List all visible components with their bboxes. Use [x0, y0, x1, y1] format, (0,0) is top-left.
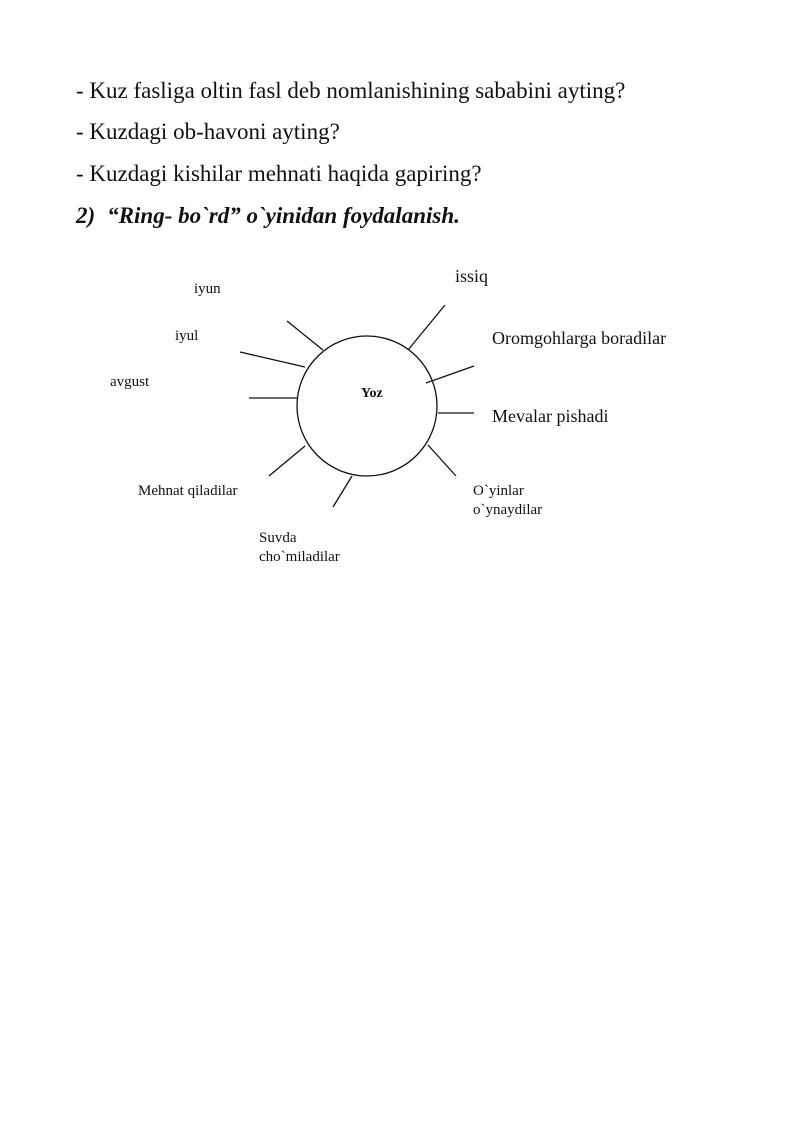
label-avgust: avgust — [110, 374, 150, 390]
spoke-iyul — [240, 352, 305, 367]
label-oyinlar-line-1: O`yinlar — [473, 483, 524, 499]
spoke-oromgoh — [426, 366, 474, 383]
center-label: Yoz — [361, 386, 383, 401]
section-number: 2) — [76, 203, 96, 228]
label-mevalar: Mevalar pishadi — [492, 406, 609, 426]
spoke-oyinlar — [428, 445, 456, 476]
spoke-iyun — [287, 321, 323, 350]
question-2: - Kuzdagi ob-havoni ayting? — [76, 119, 340, 144]
label-issiq: issiq — [455, 266, 489, 286]
label-suvda-line-2: cho`miladilar — [259, 549, 340, 565]
section-title: “Ring- bo`rd” o`yinidan foydalanish. — [107, 203, 460, 228]
question-3: - Kuzdagi kishilar mehnati haqida gapiring? — [76, 161, 482, 186]
label-oyinlar — [473, 482, 542, 520]
label-iyul: iyul — [175, 328, 199, 344]
spoke-suvda — [333, 476, 352, 507]
label-suvda-line-1: Suvda — [259, 530, 297, 546]
spoke-issiq — [408, 305, 445, 350]
label-iyun: iyun — [194, 281, 221, 297]
label-oyinlar-line-2: o`ynaydilar — [473, 502, 543, 518]
center-circle — [297, 336, 437, 476]
question-1: - Kuz fasliga oltin fasl deb nomlanishining sababini ayting? — [76, 78, 626, 103]
spoke-mehnat — [269, 446, 305, 476]
label-oromgoh: Oromgohlarga boradilar — [492, 328, 667, 348]
label-suvda — [259, 529, 340, 567]
label-mehnat: Mehnat qiladilar — [138, 483, 238, 499]
